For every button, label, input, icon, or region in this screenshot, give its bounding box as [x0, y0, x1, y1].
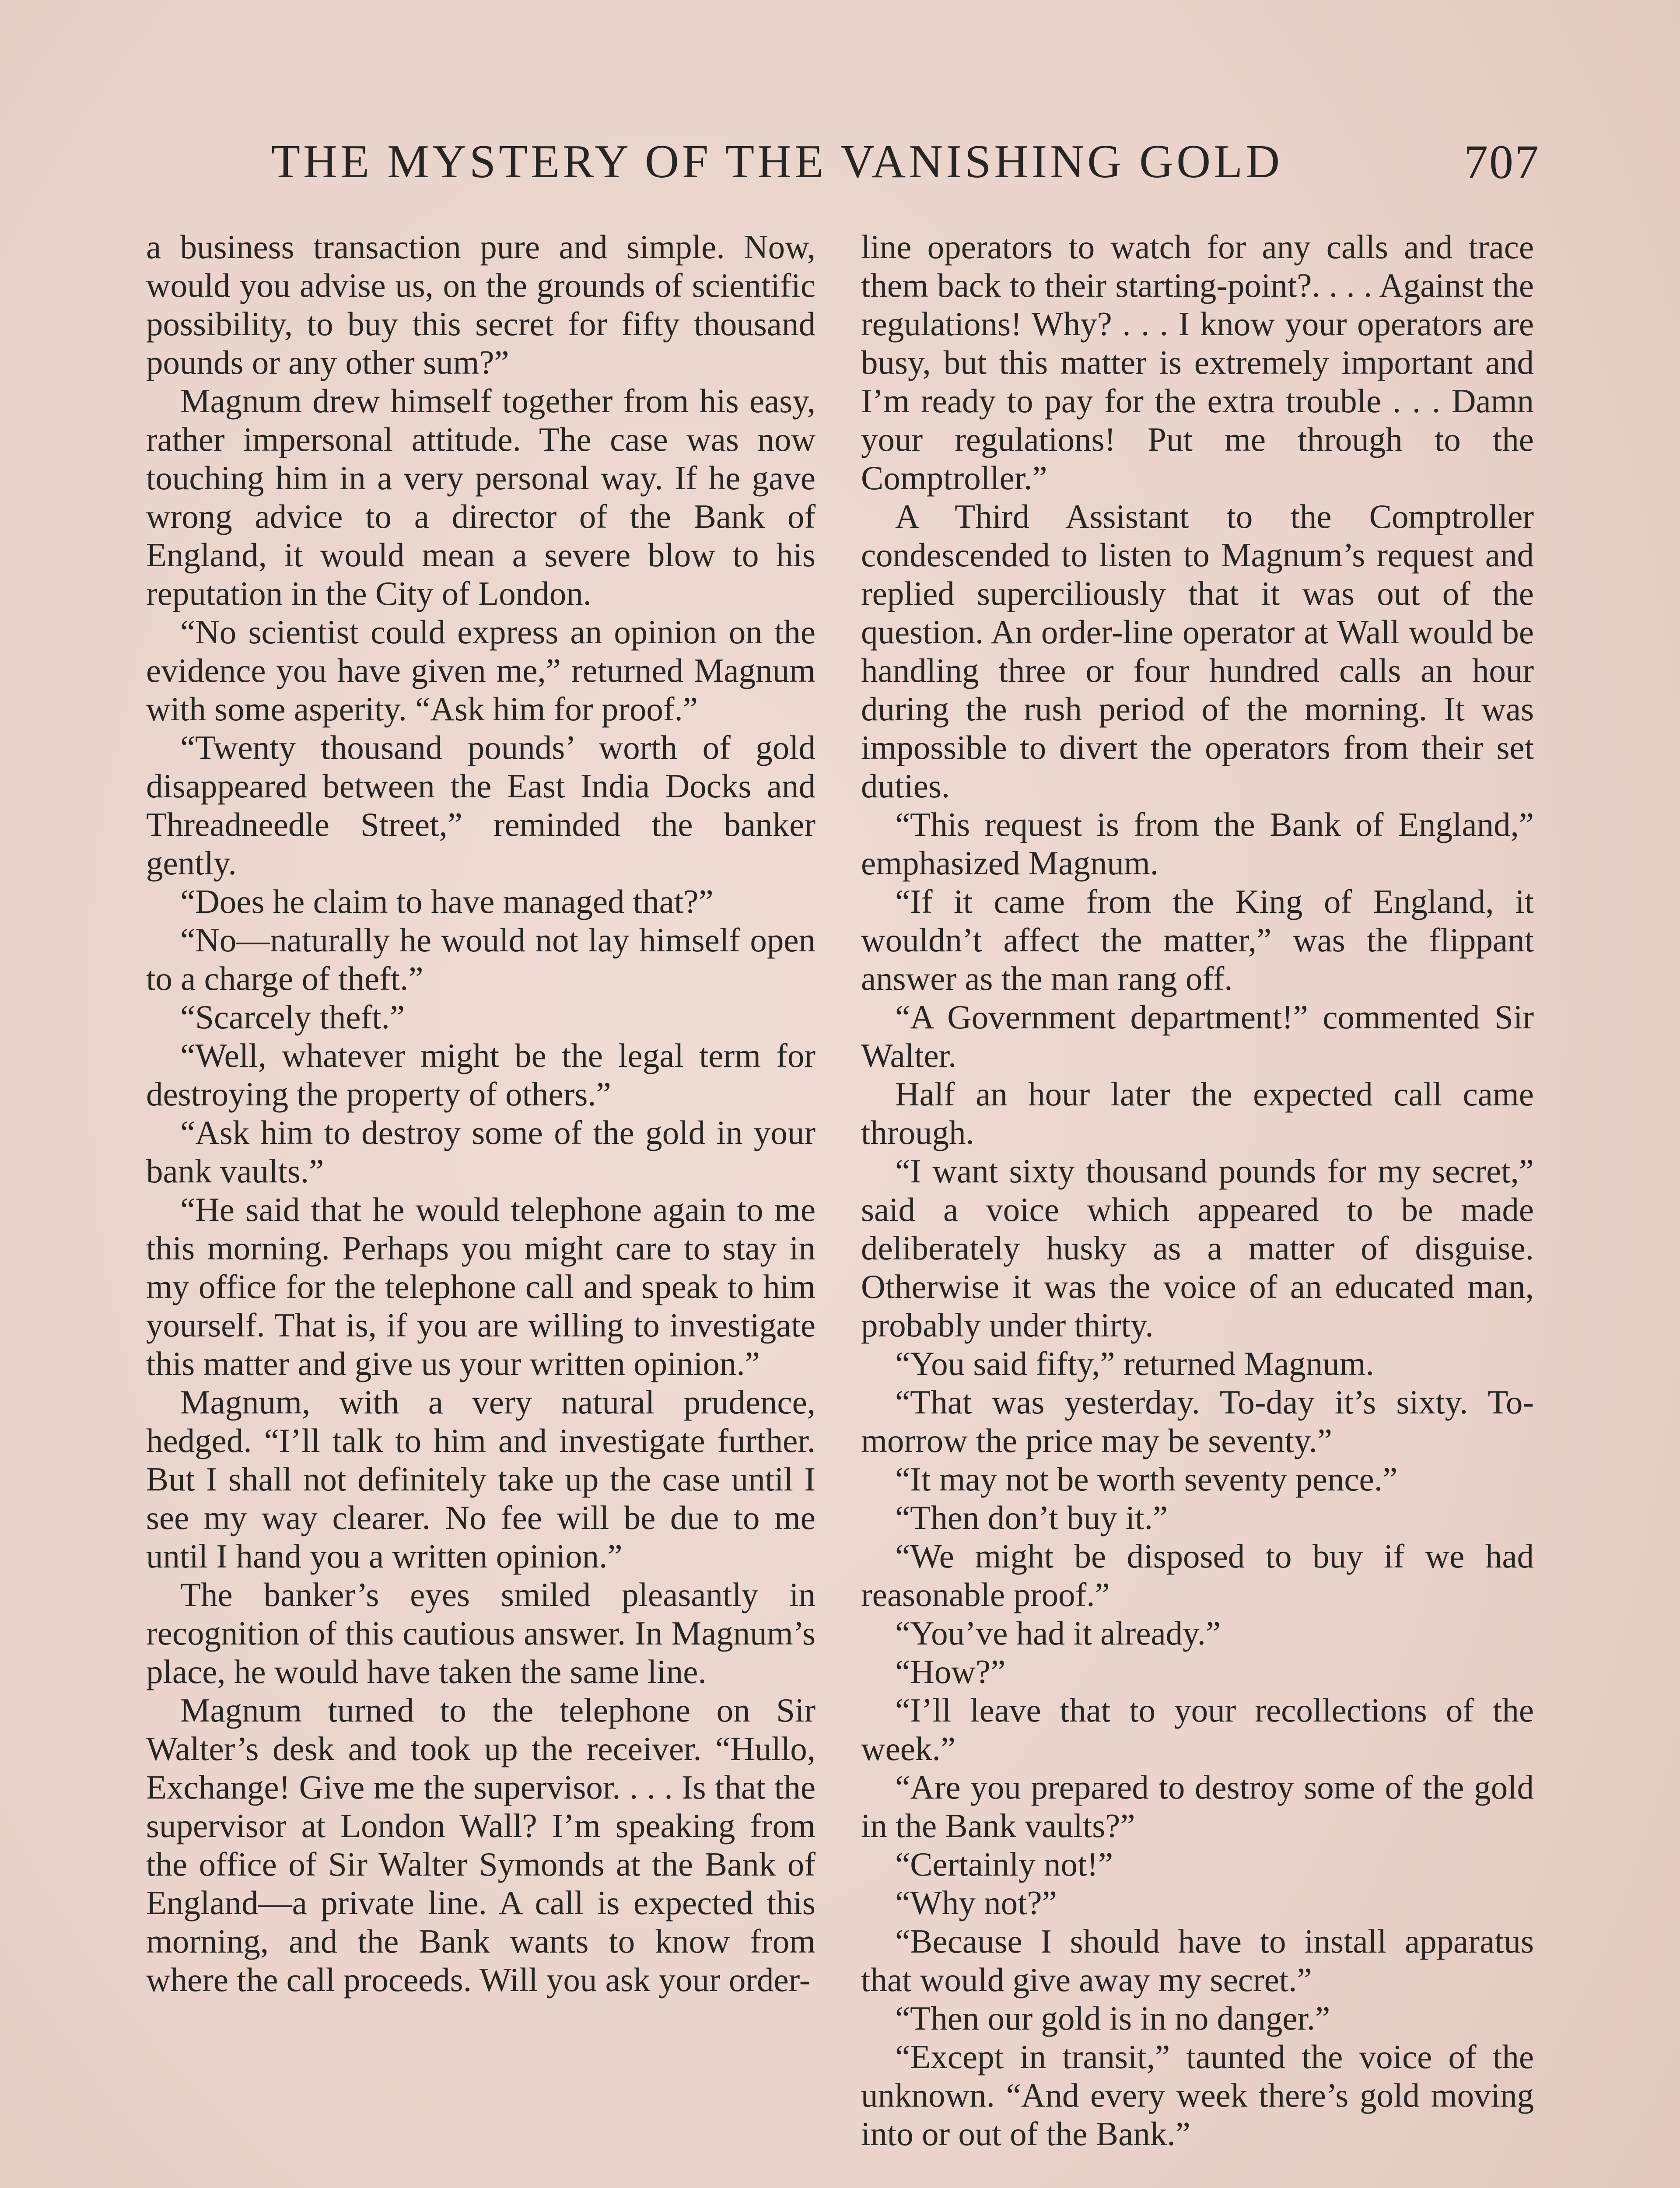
left-column — [146, 228, 816, 2188]
paragraph: “Does he claim to have managed that?” — [180, 883, 714, 920]
paragraph: “This request is from the Bank of England,” emphasized Magnum. — [861, 806, 1534, 882]
paragraph: “Except in transit,” taunted the voice of the unknown. “And every week there’s gold moving into or out of the Bank.” — [861, 2038, 1534, 2153]
right-column — [861, 228, 1534, 2188]
paragraph: “Scarcely theft.” — [180, 998, 405, 1036]
paragraph: “No scientist could express an opinion on the evidence you have given me,” returned Magnum with some asperity. “Ask him for proof.” — [146, 613, 816, 728]
paragraph: “You said fifty,” returned Magnum. — [895, 1345, 1374, 1382]
paragraph: Magnum, with a very natural prudence, hedged. “I’ll talk to him and investigate further. But I shall not definitely take up the case until I see my way clearer. No fee will be due to me until I hand you a written opinion.” — [146, 1383, 816, 1575]
running-header — [271, 131, 1540, 193]
paragraph: “Well, whatever might be the legal term for destroying the property of others.” — [146, 1037, 816, 1113]
paragraph: “We might be disposed to buy if we had reasonable proof.” — [861, 1537, 1534, 1613]
paragraph: “He said that he would telephone again to me this morning. Perhaps you might care to stay in my office for the telephone call and speak to him yourself. That is, if you are willing to investigate this matter and give us your written opinion.” — [146, 1191, 816, 1382]
paragraph: A Third Assistant to the Comptroller condescended to listen to Magnum’s request and replied superciliously that it was out of the question. An order-line operator at Wall would be handling three or four hundred calls an hour during the rush period of the morning. It was impossible to divert the operators from their set duties. — [861, 498, 1534, 805]
paragraph: The banker’s eyes smiled pleasantly in recognition of this cautious answer. In Magnum’s place, he would have taken the same line. — [146, 1576, 816, 1690]
paragraph: “A Government department!” commented Sir Walter. — [861, 998, 1534, 1074]
paragraph: “Then our gold is in no danger.” — [895, 1999, 1330, 2037]
paragraph: “Because I should have to install apparatus that would give away my secret.” — [861, 1922, 1534, 1999]
paragraph: Half an hour later the expected call came through. — [861, 1075, 1534, 1151]
paragraph: “No—naturally he would not lay himself open to a charge of theft.” — [146, 921, 816, 997]
paragraph: “Why not?” — [895, 1884, 1057, 1922]
paragraph: “Are you prepared to destroy some of the gold in the Bank vaults?” — [861, 1768, 1534, 1844]
paragraph: “That was yesterday. To-day it’s sixty. To-morrow the price may be seventy.” — [861, 1383, 1534, 1459]
paragraph: “How?” — [895, 1653, 1006, 1690]
paragraph: Magnum drew himself together from his easy, rather impersonal attitude. The case was now touching him in a very personal way. If he gave wrong advice to a director of the Bank of England, it would mean a severe blow to his reputation in the City of London. — [146, 382, 816, 612]
paragraph: line operators to watch for any calls and trace them back to their starting-point?. . . . Against the regulations! Why? . . . I know your operators are busy, but this matter is extremely important and I’m ready to pay for the extra trouble . . . Damn your regulations! Put me through to the Comptroller.” — [861, 228, 1534, 497]
paragraph: “I’ll leave that to your recollections of the week.” — [861, 1691, 1534, 1767]
paragraph: “Ask him to destroy some of the gold in your bank vaults.” — [146, 1114, 816, 1190]
running-title: THE MYSTERY OF THE VANISHING GOLD — [271, 136, 1283, 188]
paragraph: a business transaction pure and simple. Now, would you advise us, on the grounds of scientific possibility, to buy this secret for fifty thousand pounds or any other sum?” — [146, 228, 816, 381]
paragraph: “Then don’t buy it.” — [895, 1499, 1168, 1536]
paragraph: “Certainly not!” — [895, 1845, 1113, 1883]
paragraph: “It may not be worth seventy pence.” — [895, 1460, 1398, 1498]
paragraph: “You’ve had it already.” — [895, 1614, 1221, 1652]
paragraph: “If it came from the King of England, it wouldn’t affect the matter,” was the flippant answer as the man rang off. — [861, 883, 1534, 997]
paragraph: Magnum turned to the telephone on Sir Walter’s desk and took up the receiver. “Hullo, Exchange! Give me the supervisor. . . . Is that the supervisor at London Wall? I’m speaking from the office of Sir Walter Symonds at the Bank of England—a private line. A call is expected this morning, and the Bank wants to know from where the call proceeds. Will you ask your order- — [146, 1691, 816, 1999]
page-number: 707 — [1464, 135, 1540, 189]
paragraph: “Twenty thousand pounds’ worth of gold disappeared between the East India Docks and Threadneedle Street,” reminded the banker gently. — [146, 729, 816, 882]
paragraph: “I want sixty thousand pounds for my secret,” said a voice which appeared to be made deliberately husky as a matter of disguise. Otherwise it was the voice of an educated man, probably under thirty. — [861, 1152, 1534, 1344]
